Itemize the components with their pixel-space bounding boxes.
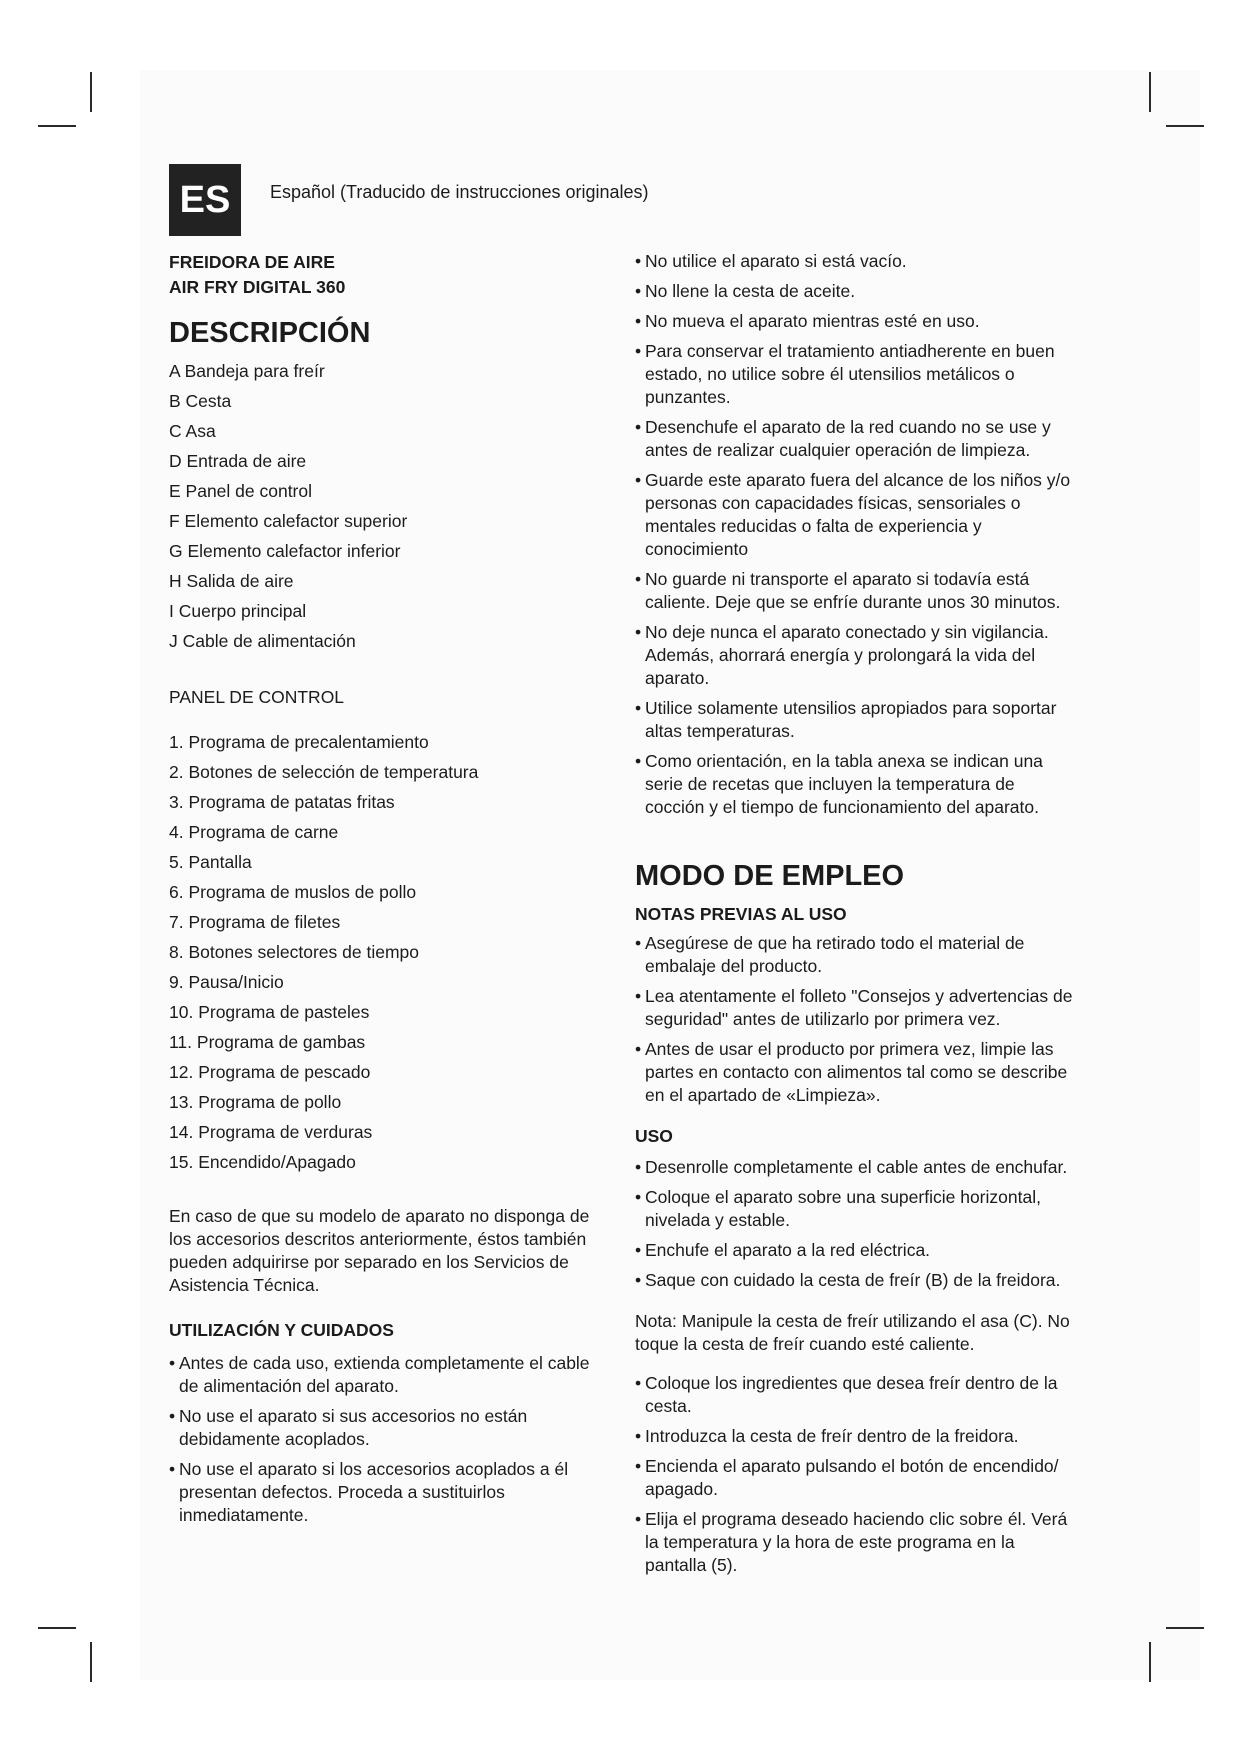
part-item: F Elemento calefactor superior bbox=[169, 511, 408, 531]
care-item: • No deje nunca el aparato conectado y sin vigilancia. Además, ahorrará energía y prolongará la vida del aparato. bbox=[635, 621, 1075, 690]
control-item: 4. Programa de carne bbox=[169, 822, 339, 842]
crop-mark-top-right-h bbox=[1166, 125, 1204, 127]
control-item: 2. Botones de selección de temperatura bbox=[169, 762, 479, 782]
left-column bbox=[169, 250, 609, 1534]
control-item: 1. Programa de precalentamiento bbox=[169, 732, 429, 752]
parts-list bbox=[169, 360, 609, 660]
control-item: 5. Pantalla bbox=[169, 852, 252, 872]
uso-list-2 bbox=[635, 1372, 1075, 1577]
uso-item: • Encienda el aparato pulsando el botón de encendido/ apagado. bbox=[635, 1455, 1075, 1501]
description-title: DESCRIPCIÓN bbox=[169, 317, 371, 349]
control-item: 12. Programa de pescado bbox=[169, 1062, 371, 1082]
prev-note-item: • Antes de usar el producto por primera vez, limpie las partes en contacto con alimentos tal como se describe en el apartado de «Limpieza». bbox=[635, 1038, 1075, 1107]
care-list-left bbox=[169, 1352, 609, 1527]
crop-mark-bottom-right-h bbox=[1166, 1627, 1204, 1629]
control-panel-title: PANEL DE CONTROL bbox=[169, 687, 345, 707]
part-item: C Asa bbox=[169, 421, 216, 441]
usage-title: MODO DE EMPLEO bbox=[635, 860, 905, 892]
control-item: 3. Programa de patatas fritas bbox=[169, 792, 395, 812]
care-item: • No guarde ni transporte el aparato si todavía está caliente. Deje que se enfríe durante unos 30 minutos. bbox=[635, 568, 1075, 614]
care-item: • No use el aparato si los accesorios acoplados a él presentan defectos. Proceda a sustituirlos inmediatamente. bbox=[169, 1458, 609, 1527]
control-panel-list bbox=[169, 731, 609, 1181]
prev-notes-list bbox=[635, 932, 1075, 1107]
care-item: • No use el aparato si sus accesorios no están debidamente acoplados. bbox=[169, 1405, 609, 1451]
uso-item: • Introduzca la cesta de freír dentro de la freidora. bbox=[635, 1425, 1075, 1448]
product-name-line2: AIR FRY DIGITAL 360 bbox=[169, 277, 346, 297]
crop-mark-top-left-v bbox=[90, 72, 92, 112]
part-item: I Cuerpo principal bbox=[169, 601, 307, 621]
control-item: 8. Botones selectores de tiempo bbox=[169, 942, 420, 962]
care-item: • No llene la cesta de aceite. bbox=[635, 280, 1075, 303]
control-item: 13. Programa de pollo bbox=[169, 1092, 342, 1112]
language-note: Español (Traducido de instrucciones originales) bbox=[270, 182, 649, 202]
control-item: 6. Programa de muslos de pollo bbox=[169, 882, 417, 902]
crop-mark-top-left-h bbox=[38, 125, 76, 127]
control-item: 7. Programa de filetes bbox=[169, 912, 341, 932]
part-item: G Elemento calefactor inferior bbox=[169, 541, 401, 561]
basket-note: Nota: Manipule la cesta de freír utilizando el asa (C). No toque la cesta de freír cuando esté caliente. bbox=[635, 1311, 1070, 1354]
care-item: • Guarde este aparato fuera del alcance de los niños y/o personas con capacidades físicas, sensoriales o mentales reducidas o falta de experiencia y conocimiento bbox=[635, 469, 1075, 561]
uso-title: USO bbox=[635, 1126, 673, 1146]
uso-item: • Elija el programa deseado haciendo clic sobre él. Verá la temperatura y la hora de este programa en la pantalla (5). bbox=[635, 1508, 1075, 1577]
care-item: • Desenchufe el aparato de la red cuando no se use y antes de realizar cualquier operación de limpieza. bbox=[635, 416, 1075, 462]
care-item: • Antes de cada uso, extienda completamente el cable de alimentación del aparato. bbox=[169, 1352, 609, 1398]
crop-mark-bottom-left-h bbox=[38, 1627, 76, 1629]
care-title: UTILIZACIÓN Y CUIDADOS bbox=[169, 1320, 394, 1340]
care-item: • Para conservar el tratamiento antiadherente en buen estado, no utilice sobre él utensilios metálicos o punzantes. bbox=[635, 340, 1075, 409]
part-item: E Panel de control bbox=[169, 481, 313, 501]
care-item: • Como orientación, en la tabla anexa se indican una serie de recetas que incluyen la temperatura de cocción y el tiempo de funcionamiento del aparato. bbox=[635, 750, 1075, 819]
accessories-note: En caso de que su modelo de aparato no disponga de los accesorios descritos anteriormente, éstos también pueden adquirirse por separado en los Servicios de Asistencia Técnica. bbox=[169, 1206, 590, 1295]
control-item: 10. Programa de pasteles bbox=[169, 1002, 370, 1022]
language-code-badge: ES bbox=[169, 164, 241, 236]
care-item: • No utilice el aparato si está vacío. bbox=[635, 250, 1075, 273]
prev-note-item: • Asegúrese de que ha retirado todo el material de embalaje del producto. bbox=[635, 932, 1075, 978]
crop-mark-top-right-v bbox=[1149, 72, 1151, 112]
part-item: J Cable de alimentación bbox=[169, 631, 356, 651]
care-item: • Utilice solamente utensilios apropiados para soportar altas temperaturas. bbox=[635, 697, 1075, 743]
control-item: 11. Programa de gambas bbox=[169, 1032, 366, 1052]
uso-item: • Saque con cuidado la cesta de freír (B) de la freidora. bbox=[635, 1269, 1075, 1292]
part-item: H Salida de aire bbox=[169, 571, 294, 591]
uso-list bbox=[635, 1156, 1075, 1292]
right-column bbox=[635, 250, 1075, 1584]
part-item: A Bandeja para freír bbox=[169, 361, 325, 381]
control-item: 15. Encendido/Apagado bbox=[169, 1152, 356, 1172]
uso-item: • Enchufe el aparato a la red eléctrica. bbox=[635, 1239, 1075, 1262]
care-item: • No mueva el aparato mientras esté en uso. bbox=[635, 310, 1075, 333]
part-item: D Entrada de aire bbox=[169, 451, 307, 471]
crop-mark-bottom-left-v bbox=[90, 1642, 92, 1682]
part-item: B Cesta bbox=[169, 391, 232, 411]
care-list-right bbox=[635, 250, 1075, 819]
control-item: 14. Programa de verduras bbox=[169, 1122, 373, 1142]
uso-item: • Coloque los ingredientes que desea freír dentro de la cesta. bbox=[635, 1372, 1075, 1418]
uso-item: • Desenrolle completamente el cable antes de enchufar. bbox=[635, 1156, 1075, 1179]
uso-item: • Coloque el aparato sobre una superficie horizontal, nivelada y estable. bbox=[635, 1186, 1075, 1232]
control-item: 9. Pausa/Inicio bbox=[169, 972, 284, 992]
product-name-line1: FREIDORA DE AIRE bbox=[169, 252, 335, 272]
prev-notes-title: NOTAS PREVIAS AL USO bbox=[635, 904, 847, 924]
crop-mark-bottom-right-v bbox=[1149, 1642, 1151, 1682]
prev-note-item: • Lea atentamente el folleto "Consejos y advertencias de seguridad" antes de utilizarlo por primera vez. bbox=[635, 985, 1075, 1031]
